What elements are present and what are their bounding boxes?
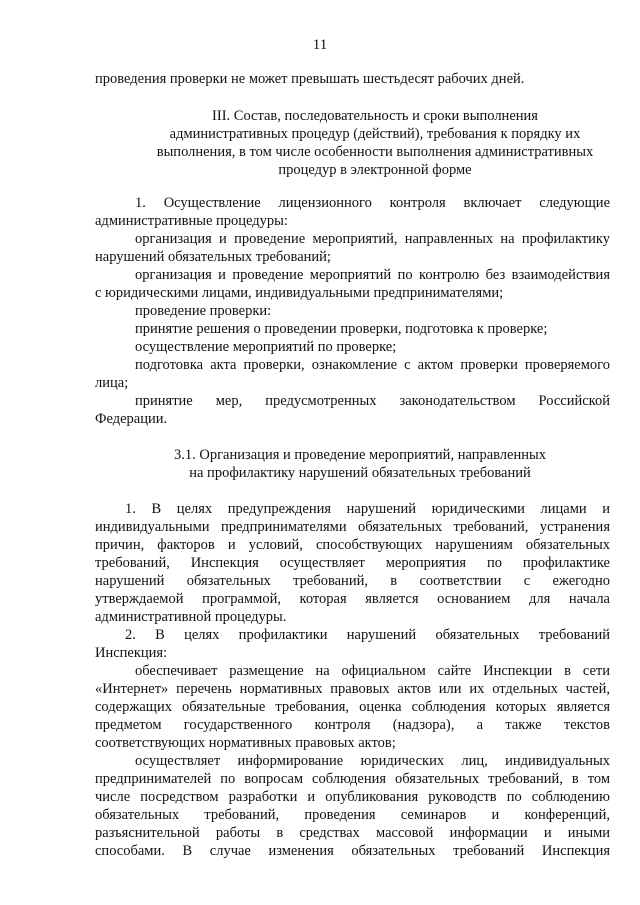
paragraph-line: осуществление мероприятий по проверке; [135, 339, 397, 355]
paragraph-line: осуществляет информирование юридических лиц, индивидуальных [135, 753, 610, 769]
paragraph-line: нарушений обязательных требований, в соответствии с ежегодно [95, 573, 610, 589]
paragraph-line: «Интернет» перечень нормативных правовых актов или их отдельных частей, [95, 681, 610, 697]
paragraph-line: разъяснительной работы в средствах массовой информации и иными [95, 825, 610, 841]
paragraph-line: 1. В целях предупреждения нарушений юридическими лицами и [125, 501, 610, 517]
subsection-heading-line: 3.1. Организация и проведение мероприятий, направленных [174, 447, 546, 463]
paragraph-line: принятие решения о проведении проверки, подготовка к проверке; [135, 321, 548, 337]
paragraph-line: нарушений обязательных требований; [95, 249, 331, 265]
subsection-heading-line: на профилактику нарушений обязательных требований [189, 465, 531, 481]
paragraph-line: организация и проведение мероприятий, направленных на профилактику [135, 231, 610, 247]
paragraph-line: 2. В целях профилактики нарушений обязательных требований [125, 627, 610, 643]
section-heading-line: III. Состав, последовательность и сроки выполнения [212, 108, 538, 124]
paragraph-line: обеспечивает размещение на официальном сайте Инспекции в сети [135, 663, 610, 679]
paragraph-line: требований, Инспекция осуществляет мероприятия по профилактике [95, 555, 610, 571]
paragraph-line: причин, факторов и условий, способствующих нарушениям обязательных [95, 537, 610, 553]
paragraph-line: 1. Осуществление лицензионного контроля включает следующие [135, 195, 610, 211]
section-heading-line: выполнения, в том числе особенности выполнения административных [156, 144, 594, 160]
paragraph-line: Инспекция: [95, 645, 168, 661]
paragraph-line: административной процедуры. [95, 609, 287, 625]
paragraph-line: Федерации. [95, 411, 168, 427]
section-heading-line: процедур в электронной форме [278, 162, 472, 178]
paragraph-line: содержащих обязательные требования, оценка соблюдения которых является [95, 699, 610, 715]
paragraph-line: с юридическими лицами, индивидуальными предпринимателями; [95, 285, 504, 301]
paragraph-line: принятие мер, предусмотренных законодательством Российской [135, 393, 610, 409]
paragraph-line: утверждаемой программой, которая является основанием для начала [95, 591, 610, 607]
paragraph-line: предметом государственного контроля (надзора), а также текстов [95, 717, 610, 733]
paragraph-line: административные процедуры: [95, 213, 288, 229]
paragraph-line: проведение проверки: [135, 303, 272, 319]
paragraph-line: лица; [95, 375, 129, 391]
paragraph-line: обязательных требований, проведения семинаров и конференций, [95, 807, 610, 823]
paragraph-line: подготовка акта проверки, ознакомление с актом проверки проверяемого [135, 357, 610, 373]
paragraph-line: числе посредством разработки и опубликования руководств по соблюдению [95, 789, 610, 805]
paragraph-line: организация и проведение мероприятий по контролю без взаимодействия [135, 267, 610, 283]
section-heading-line: административных процедур (действий), требования к порядку их [169, 126, 581, 142]
page-number: 11 [312, 37, 328, 53]
intro-line: проведения проверки не может превышать шестьдесят рабочих дней. [95, 71, 525, 87]
paragraph-line: способами. В случае изменения обязательных требований Инспекция [95, 843, 610, 859]
paragraph-line: индивидуальными предпринимателями обязательных требований, устранения [95, 519, 610, 535]
paragraph-line: предпринимателей по вопросам соблюдения обязательных требований, в том [95, 771, 610, 787]
paragraph-line: соответствующих нормативных правовых актов; [95, 735, 396, 751]
